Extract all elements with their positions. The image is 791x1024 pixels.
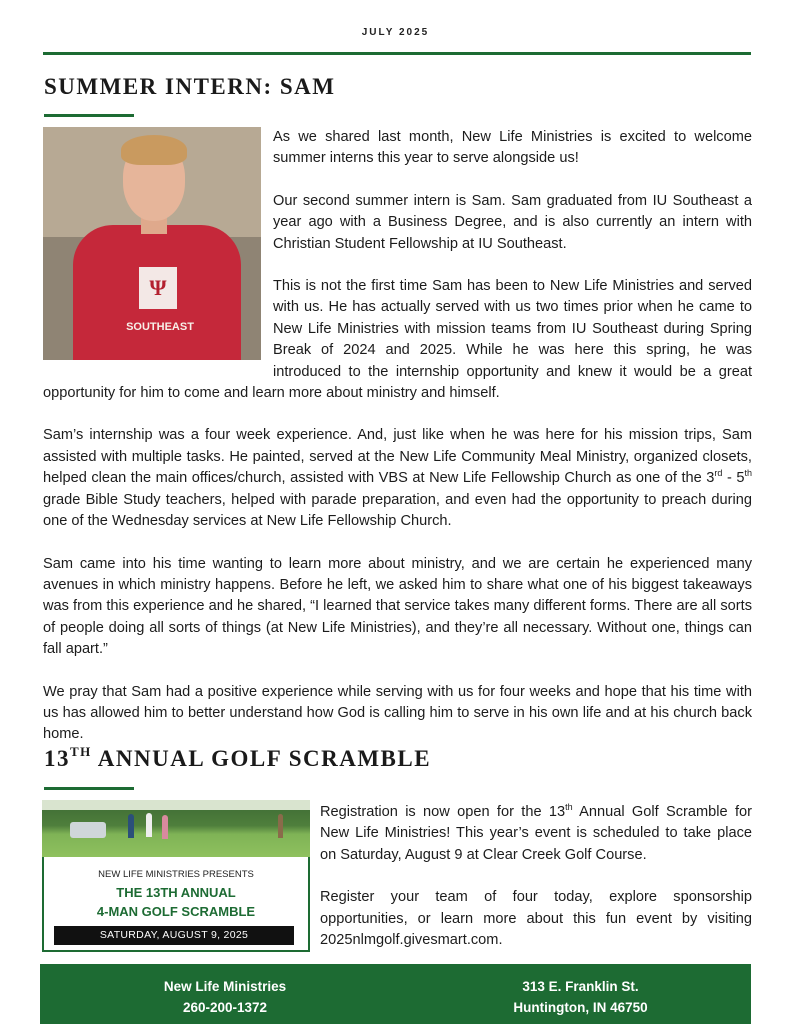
intern-paragraph-6: We pray that Sam had a positive experience while serving with us for four weeks and hope that his time with us has allowed him to better understand how God is calling him to serve in his own life and at his church back home.: [43, 683, 752, 743]
iu-logo: Ψ: [139, 267, 177, 309]
footer-bar: [40, 964, 751, 1024]
footer-phone: 260-200-1372: [182, 1000, 268, 1015]
footer-org-name: New Life Ministries: [163, 979, 287, 994]
golf-course-photo: [42, 800, 310, 857]
intern-paragraph-1: As we shared last month, New Life Ministries is excited to welcome summer interns this year to serve alongside us!: [273, 129, 752, 167]
golf-flyer-card: [42, 857, 310, 952]
flyer-title-line2: 4-MAN GOLF SCRAMBLE: [96, 904, 256, 919]
intern-paragraph-3: This is not the first time Sam has been to New Life Ministries and served with us. He has actually served with us two times prior when he came to New Life Ministries with mission teams from IU Southeast during Spring Break of 2024 and 2025. While he was here this spring, he was introduced to the internship opportunity and knew it would be a great opportunity for him to come and learn more about ministry and himself.: [43, 278, 752, 402]
footer-street: 313 E. Franklin St.: [522, 979, 639, 994]
golf-cart: [70, 822, 106, 838]
intern-section-title: SUMMER INTERN: SAM: [44, 74, 336, 99]
issue-date: JULY 2025: [361, 27, 430, 38]
sam-photo: [43, 127, 261, 360]
golf-title-accent: [44, 787, 134, 790]
golf-paragraph-1: Registration is now open for the 13th Annual Golf Scramble for New Life Ministries! This year’s event is scheduled to take place on Saturday, August 9 at Clear Creek Golf Course.: [320, 802, 752, 863]
flyer-date-banner: SATURDAY, AUGUST 9, 2025: [54, 926, 294, 945]
shirt-text: SOUTHEAST: [126, 321, 194, 333]
intern-article: [43, 127, 752, 767]
intern-paragraph-2: Our second summer intern is Sam. Sam graduated from IU Southeast a year ago with a Business Degree, and is also currently an intern with Christian Student Fellowship at IU Southeast.: [273, 192, 752, 252]
intern-title-accent: [44, 114, 134, 117]
footer-contact: [40, 976, 410, 1018]
footer-city: Huntington, IN 46750: [513, 1000, 648, 1015]
flyer-title-line1: THE 13TH ANNUAL: [116, 885, 236, 900]
golf-paragraph-2: Register your team of four today, explore sponsorship opportunities, or learn more about this fun event by visiting 2025nlmgolf.givesmart.com.: [320, 889, 752, 949]
flyer-presents: NEW LIFE MINISTRIES PRESENTS: [98, 869, 254, 880]
footer-address: [410, 976, 751, 1018]
header-rule: [43, 52, 751, 55]
golf-article: [320, 802, 752, 972]
intern-paragraph-4: Sam’s internship was a four week experience. And, just like when he was here for his mission trips, Sam assisted with multiple tasks. He painted, served at the New Life Community Meal Ministry, organized closets, helped clean the main offices/church, assisted with VBS at New Life Fellowship Church as one of the 3rd - 5th grade Bible Study teachers, helped with parade preparation, and even had the opportunity to preach during one of the Wednesday services at New Life Fellowship Church.: [43, 427, 752, 530]
golf-flyer: [42, 800, 310, 952]
golf-section-title: 13TH ANNUAL GOLF SCRAMBLE: [44, 744, 432, 771]
intern-paragraph-5: Sam came into his time wanting to learn more about ministry, and we are certain he experienced many avenues in which ministry happens. Before he left, we asked him to share what one of his biggest takeaways was from this experience and he shared, “I learned that service takes many different forms. There are all sorts of people doing all sorts of things (at New Life Ministries), and they’re all necessary. Without one, things can fall apart.”: [43, 555, 752, 658]
